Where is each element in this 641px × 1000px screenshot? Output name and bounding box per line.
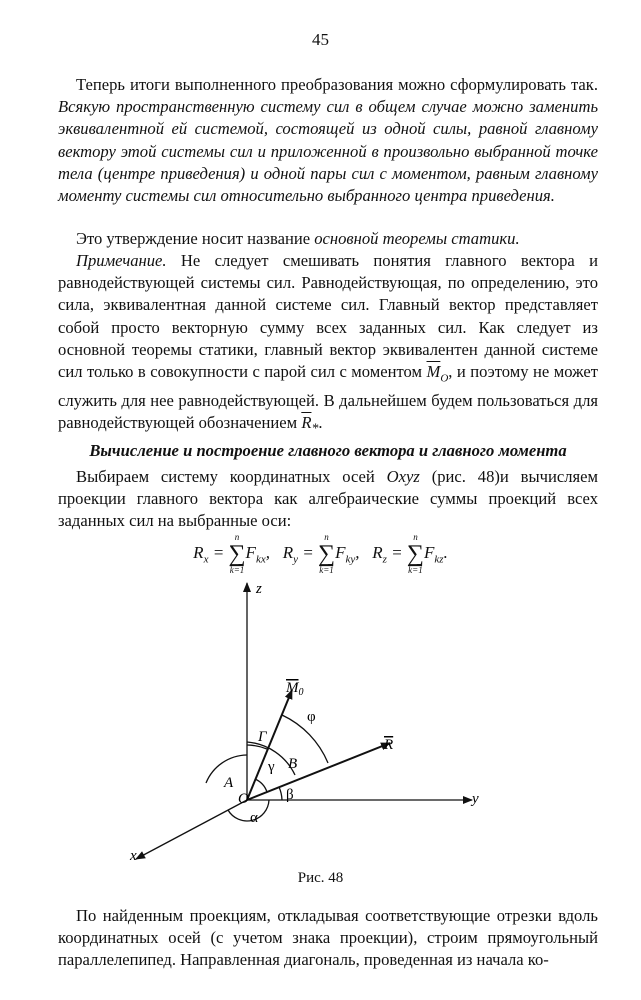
section-heading: Вычисление и построение главного вектора и главного момента — [89, 441, 567, 460]
note-text-b: , и поэтому не может служить для нее равнодействующей. В дальнейшем будем пользоваться для равнодействующей обозначением — [58, 362, 598, 432]
label-alpha: α — [250, 810, 258, 826]
label-R: R — [384, 737, 394, 753]
formula-term-z: $R_z$ = n ∑ k=1 $F_{kz}$. — [372, 532, 448, 575]
paragraph-parallelepiped: По найденным проекциям, откладывая соответствующие отрезки вдоль координатных осей (с учетом знака проекции), строим прямоугольный параллелепипед. Направленная диагональ, проведенная из начала ко- — [58, 906, 598, 970]
label-B: B — [288, 756, 298, 772]
axes-text-b: (рис. 48)и вычисляем проекции главного вектора как алгебраические суммы проекций всех заданных сил на выбранные оси: — [58, 467, 598, 531]
axes-name: Oxyz — [386, 467, 420, 486]
theorem-name-intro: Это утверждение носит название — [76, 229, 311, 248]
label-beta: β — [286, 787, 294, 803]
paragraph-axes — [58, 466, 598, 533]
label-A: A — [224, 775, 234, 791]
note-end: . — [318, 412, 323, 432]
theorem-statement: Всякую пространственную систему сил в общем случае можно заменить эквивалентной ей системой, состоящей из одной силы, равной главному вектору этой системы сил и приложенной в произвольно выбранной точке тела (центре приведения) и одной пары сил с моментом, равным главному моменту системы сил относительно выбранного центра приведения. — [58, 97, 598, 206]
formula-term-y: $R_y$ = n ∑ k=1 $F_{ky}$, — [282, 532, 360, 575]
formula-term-x: $R_x$ = n ∑ k=1 $F_{kx}$, — [193, 532, 270, 575]
resultant-symbol: $\overline{R}_*$ — [301, 412, 319, 436]
label-M0: $M_0$ — [286, 680, 304, 698]
moment-symbol: $\overline{M}_O$ — [426, 362, 449, 385]
projection-formula — [0, 532, 641, 576]
theorem-name: основной теоремы статики. — [314, 229, 520, 248]
label-gamma: γ — [268, 759, 275, 775]
label-y: y — [472, 791, 479, 807]
label-z: z — [256, 581, 262, 597]
theorem-intro: Теперь итоги выполненного преобразования можно сформулировать так. — [76, 75, 598, 94]
paragraph-note — [58, 250, 598, 439]
page-number: 45 — [312, 30, 329, 49]
arc-beta — [279, 787, 282, 800]
label-O: O — [238, 791, 249, 807]
paragraph-theorem — [58, 74, 598, 207]
paragraph-theorem-name — [58, 228, 598, 250]
label-phi: φ — [307, 709, 316, 725]
axes-text-a: Выбираем систему координатных осей — [76, 467, 375, 486]
figure-48 — [100, 575, 520, 865]
figure-caption: Рис. 48 — [297, 870, 344, 886]
arc-gamma — [255, 779, 267, 792]
note-text-a: Не следует смешивать понятия главного вектора и равнодействующей системы сил. Равнодействующая, по определению, это сила, эквивалентная данной системе сил. Главный вектор представляет собой просто векторную сумму всех заданных сил. Как следует из основной теоремы статики, главный вектор эквивалентен данной системе сил только в совокупности с парой сил с моментом — [58, 251, 598, 382]
note-label: Примечание. — [76, 251, 167, 270]
label-x: x — [130, 848, 137, 864]
x-axis — [136, 800, 247, 859]
label-gamma-cap: Γ — [258, 729, 267, 745]
